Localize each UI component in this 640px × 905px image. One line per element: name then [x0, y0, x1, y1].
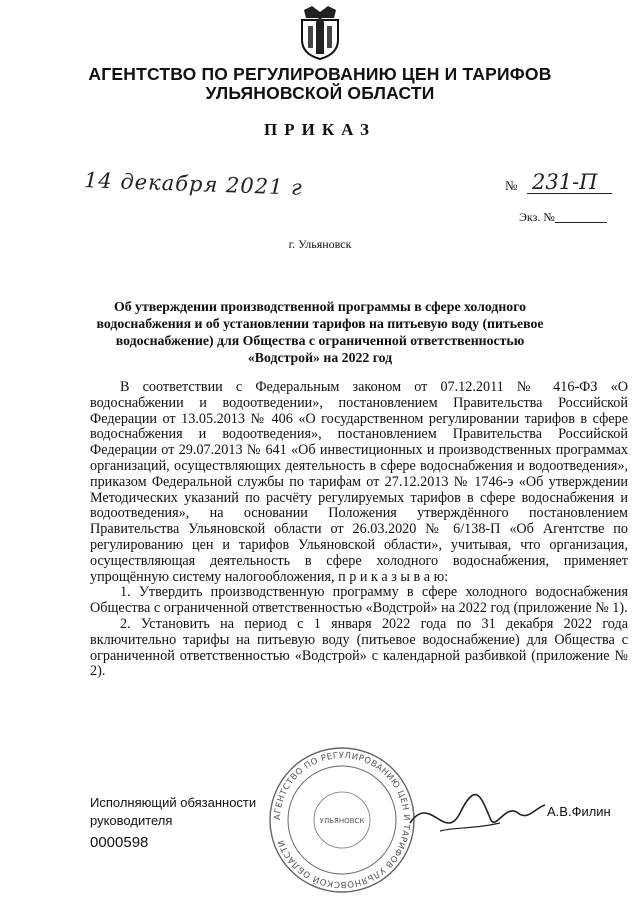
order-item-2: 2. Установить на период с 1 января 2022 года по 31 декабря 2022 года включительно тарифы на питьевую воду (питьевое водоснабжение) для Общества с ограниченной ответственностью «Водстрой» с календарной разбивкой (приложение № 2). [90, 615, 628, 680]
agency-name-line1: АГЕНТСТВО ПО РЕГУЛИРОВАНИЮ ЦЕН И ТАРИФОВ [88, 64, 552, 84]
official-stamp [262, 745, 422, 895]
document-number [505, 172, 615, 198]
coat-of-arms-icon [296, 4, 344, 60]
stamp-inner-text: УЛЬЯНОВСК [319, 817, 365, 825]
registration-number: 0000598 [90, 834, 149, 851]
document-body [90, 380, 628, 680]
title-line: водоснабжение) для Общества с ограниченной ответственностью [115, 333, 525, 348]
document-title [80, 298, 560, 366]
position-line: Исполняющий обязанности [90, 795, 257, 810]
copy-number [519, 210, 607, 225]
number-value: 231-П [532, 170, 598, 194]
order-item-1: 1. Утвердить производственную программу в сфере холодного водоснабжения Общества с ограниченной ответственностью «Водстрой» на 2022 год (приложение № 1). [90, 584, 628, 617]
number-underline [527, 193, 612, 194]
handwritten-signature [400, 783, 550, 853]
preamble-paragraph: В соответствии с Федеральным законом от 07.12.2011 № 416-ФЗ «О водоснабжении и водоотведении», постановлением Правительства Российской Федерации от 13.05.2013 № 406 «О государственном регулировании тарифов в сфере водоснабжения и водоотведения», постановлением Правительства Российской Федерации от 29.07.2013 № 641 «Об инвестиционных и производственных программах организаций, осуществляющих деятельность в сфере водоснабжения и водоотведения», приказом Федеральной службы по тарифам от 27.12.2013 № 1746-э «Об утверждении Методических указаний по расчёту регулируемых тарифов в сфере водоснабжения и водоотведения», на основании Положения утверждённого постановлением Правительства Ульяновской области от 26.03.2020 № 6/138-П «Об Агентстве по регулированию цен и тарифов Ульяновской области», учитывая, что организация, осуществляющая деятельность в сфере холодного водоснабжения, применяет упрощённую систему налогообложения, п р и к а з ы в а ю: [90, 379, 628, 585]
title-line: «Водстрой» на 2022 год [247, 350, 393, 365]
document-date: 14 декабря 2021 г [83, 168, 304, 200]
document-type: ПРИКАЗ [264, 120, 376, 139]
copy-blank-line [555, 210, 607, 223]
number-sign: № [505, 178, 518, 193]
stamp-outer-text: АГЕНТСТВО ПО РЕГУЛИРОВАНИЮ ЦЕН И ТАРИФОВ УЛЬЯНОВСКОЙ ОБЛАСТИ [272, 750, 412, 890]
position-line: руководителя [90, 813, 173, 828]
signatory-position [90, 794, 256, 830]
agency-name-line2: УЛЬЯНОВСКОЙ ОБЛАСТИ [205, 83, 435, 103]
title-line: водоснабжения и об установлении тарифов на питьевую воду (питьевое [96, 316, 544, 331]
signatory-name: А.В.Филин [547, 804, 611, 819]
title-line: Об утверждении производственной программы в сфере холодного [113, 299, 527, 314]
city: г. Ульяновск [288, 237, 352, 251]
copy-label: Экз. № [519, 210, 555, 224]
